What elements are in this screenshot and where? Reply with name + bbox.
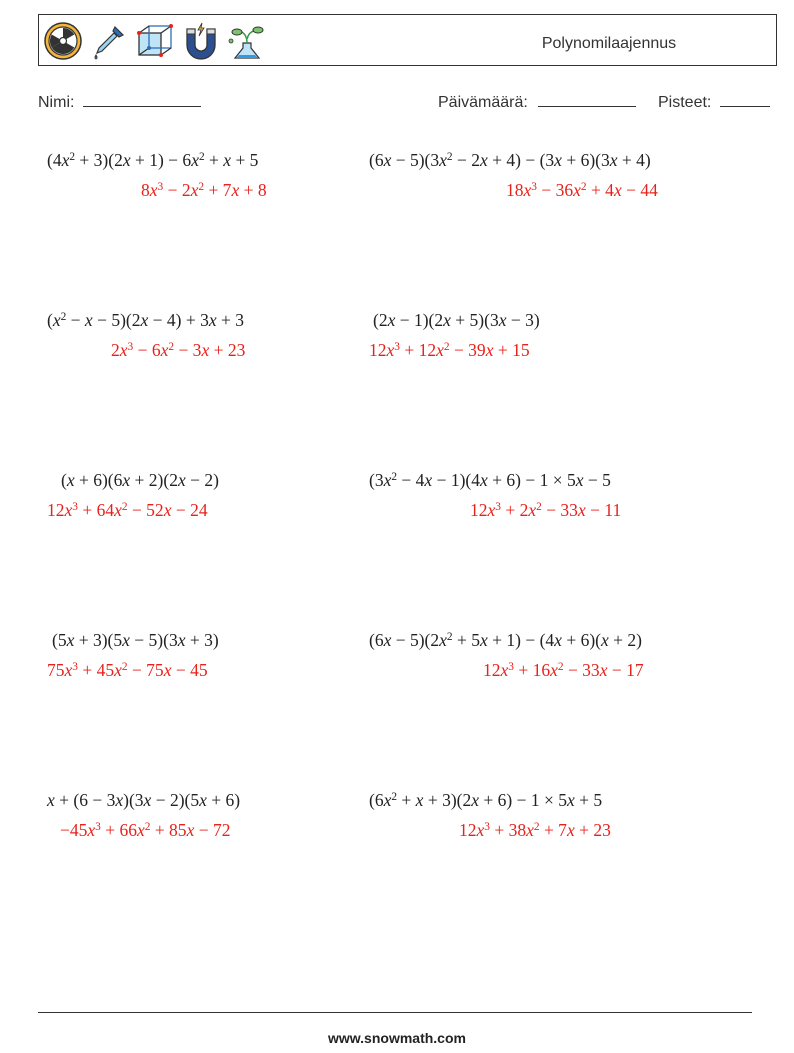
expr-text: + 3)(2	[423, 790, 472, 810]
expr-text: + 15	[493, 340, 530, 360]
variable-x: x	[122, 470, 131, 490]
score-field[interactable]	[658, 92, 770, 112]
variable-x: x	[115, 790, 124, 810]
variable-x: x	[485, 340, 494, 360]
problem-question	[61, 470, 219, 491]
exponent: 3	[157, 180, 164, 193]
problem-answer	[483, 660, 644, 681]
name-label: Nimi:	[38, 94, 75, 111]
name-field[interactable]	[38, 92, 201, 112]
variable-x: x	[201, 340, 210, 360]
variable-x: x	[122, 630, 130, 650]
expr-text: − 1)(4	[432, 470, 480, 490]
exponent: 3	[508, 660, 514, 673]
variable-x: x	[119, 340, 128, 360]
variable-x: x	[383, 630, 392, 650]
expr-text: + 45	[77, 660, 115, 680]
exponent: 3	[495, 500, 501, 513]
expr-text: + 6)(3	[561, 150, 610, 170]
variable-x: x	[387, 310, 396, 330]
expr-text: (5	[52, 630, 67, 650]
exponent: 2	[69, 150, 76, 163]
expr-text: + 6)(	[561, 630, 601, 650]
expr-text: 2	[111, 340, 120, 360]
expr-text: − 4) + 3	[148, 310, 209, 330]
problem-question	[369, 630, 642, 651]
worksheet-title: Polynomilaajennus	[541, 35, 677, 52]
exponent: 3	[484, 820, 490, 833]
expr-text: − 3)	[506, 310, 540, 330]
variable-x: x	[476, 820, 485, 840]
expr-text: + 8	[239, 180, 267, 200]
expr-text: − 2)	[185, 470, 219, 490]
expr-text: + 23	[209, 340, 246, 360]
expr-text: − 52	[127, 500, 164, 520]
exponent: 3	[394, 340, 400, 353]
expr-text: + 4)	[617, 150, 651, 170]
problem-answer	[141, 180, 267, 201]
variable-x: x	[424, 470, 433, 490]
variable-x: x	[208, 310, 217, 330]
problem-answer	[60, 820, 230, 841]
problem-question	[47, 790, 240, 811]
expr-text: + 5	[574, 790, 603, 810]
variable-x: x	[122, 150, 131, 170]
problem-answer	[111, 340, 245, 361]
expr-text: (6	[369, 150, 384, 170]
expr-text: + 6) − 1 × 5	[487, 470, 576, 490]
variable-x: x	[47, 790, 55, 810]
variable-x: x	[573, 180, 581, 200]
variable-x: x	[498, 310, 507, 330]
expr-text: + 4	[586, 180, 614, 200]
problem-answer	[47, 660, 208, 681]
expr-text: − 2	[163, 180, 191, 200]
expr-text: 12	[47, 500, 65, 520]
exponent: 2	[391, 790, 398, 803]
exponent: 2	[391, 470, 398, 483]
variable-x: x	[223, 150, 232, 170]
variable-x: x	[554, 150, 562, 170]
expr-text: + 5	[231, 150, 259, 170]
problem-question	[47, 310, 244, 331]
expr-text: + 38	[489, 820, 527, 840]
variable-x: x	[613, 180, 622, 200]
expr-text: + 2)	[608, 630, 642, 650]
variable-x: x	[87, 820, 96, 840]
expr-text: + 2	[500, 500, 529, 520]
exponent: 2	[198, 180, 205, 193]
expr-text: + 3)(2	[75, 150, 123, 170]
variable-x: x	[383, 790, 392, 810]
exponent: 2	[121, 500, 128, 513]
exponent: 3	[127, 340, 134, 353]
variable-x: x	[471, 790, 480, 810]
expr-text: + 5	[452, 630, 480, 650]
name-blank[interactable]	[83, 92, 201, 107]
variable-x: x	[554, 630, 562, 650]
radiation-icon	[43, 21, 83, 61]
variable-x: x	[443, 310, 451, 330]
problem-answer	[506, 180, 658, 201]
exponent: 3	[531, 180, 537, 193]
expr-text: 12	[483, 660, 501, 680]
expr-text: − 39	[449, 340, 486, 360]
expr-text: + 3)(5	[74, 630, 123, 650]
footer-divider	[38, 1012, 752, 1013]
expr-text: + 1) − (4	[487, 630, 555, 650]
expr-text: (6	[369, 790, 384, 810]
variable-x: x	[136, 820, 145, 840]
expr-text: − 44	[621, 180, 658, 200]
expr-text: + 7	[539, 820, 567, 840]
expr-text: − 5)(2	[92, 310, 141, 330]
expr-text: − 2	[452, 150, 480, 170]
expr-text: + 6) − 1 × 5	[479, 790, 567, 810]
variable-x: x	[500, 660, 509, 680]
expr-text: − 11	[585, 500, 622, 520]
variable-x: x	[61, 150, 70, 170]
variable-x: x	[149, 180, 158, 200]
problem-answer	[459, 820, 611, 841]
expr-text: − 45	[171, 660, 208, 680]
variable-x: x	[64, 660, 73, 680]
exponent: 2	[446, 150, 453, 163]
exponent: 2	[580, 180, 587, 193]
expr-text: −	[66, 310, 85, 330]
variable-x: x	[66, 470, 75, 490]
expr-text: 18	[506, 180, 524, 200]
expr-text: 12	[470, 500, 488, 520]
variable-x: x	[609, 150, 618, 170]
expr-text: + 2)(2	[130, 470, 178, 490]
expr-text: 8	[141, 180, 150, 200]
variable-x: x	[526, 820, 534, 840]
magnet-icon	[181, 21, 221, 61]
expr-text: (	[47, 310, 53, 330]
problem-question	[369, 470, 611, 491]
exponent: 2	[533, 820, 540, 833]
expr-text: + 64	[77, 500, 115, 520]
expr-text: (	[61, 470, 67, 490]
variable-x: x	[566, 790, 575, 810]
variable-x: x	[415, 790, 424, 810]
expr-text: (4	[47, 150, 62, 170]
variable-x: x	[386, 340, 395, 360]
worksheet-header	[38, 14, 777, 66]
problem-question	[52, 630, 219, 651]
expr-text: +	[397, 790, 416, 810]
exponent: 2	[443, 340, 450, 353]
expr-text: +	[204, 150, 224, 170]
expr-text: + 7	[204, 180, 232, 200]
problem-question	[369, 150, 651, 171]
score-blank[interactable]	[720, 92, 770, 107]
pipette-icon	[89, 21, 129, 61]
variable-x: x	[177, 630, 186, 650]
expr-text: − 4	[397, 470, 425, 490]
problem-question	[373, 310, 540, 331]
expr-text: (2	[373, 310, 388, 330]
variable-x: x	[160, 340, 169, 360]
expr-text: − 36	[536, 180, 574, 200]
expr-text: + 16	[513, 660, 551, 680]
expr-text: − 33	[541, 500, 578, 520]
variable-x: x	[84, 310, 93, 330]
plant-flask-icon	[227, 21, 267, 61]
expr-text: + 12	[399, 340, 437, 360]
expr-text: − 72	[194, 820, 231, 840]
expr-text: − 5	[583, 470, 611, 490]
variable-x: x	[479, 150, 488, 170]
expr-text: − 1)(2	[395, 310, 444, 330]
exponent: 2	[60, 310, 67, 323]
exponent: 3	[72, 660, 78, 673]
expr-text: + 6)	[206, 790, 241, 810]
variable-x: x	[577, 500, 586, 520]
variable-x: x	[523, 180, 532, 200]
variable-x: x	[566, 820, 575, 840]
exponent: 3	[72, 500, 78, 513]
expr-text: − 5)(3	[391, 150, 440, 170]
score-label: Pisteet:	[658, 94, 712, 111]
variable-x: x	[479, 630, 488, 650]
variable-x: x	[66, 630, 75, 650]
variable-x: x	[487, 500, 496, 520]
variable-x: x	[439, 150, 447, 170]
variable-x: x	[52, 310, 61, 330]
variable-x: x	[600, 630, 609, 650]
variable-x: x	[140, 310, 149, 330]
expr-text: + 5)(3	[450, 310, 499, 330]
expr-text: + (6 − 3	[54, 790, 116, 810]
expr-text: 75	[47, 660, 65, 680]
expr-text: 12	[369, 340, 387, 360]
expr-text: − 2)(5	[151, 790, 200, 810]
variable-x: x	[191, 150, 199, 170]
problem-question	[47, 150, 258, 171]
expr-text: + 3)	[185, 630, 219, 650]
variable-x: x	[575, 470, 584, 490]
variable-x: x	[186, 820, 195, 840]
expr-text: 12	[459, 820, 477, 840]
variable-x: x	[199, 790, 207, 810]
date-label: Päivämäärä:	[438, 94, 528, 111]
problem-answer	[470, 500, 621, 521]
expr-text: + 6)(6	[74, 470, 123, 490]
variable-x: x	[550, 660, 558, 680]
expr-text: + 4) − (3	[487, 150, 555, 170]
variable-x: x	[143, 790, 152, 810]
exponent: 2	[168, 340, 175, 353]
variable-x: x	[479, 470, 488, 490]
expr-text: + 23	[574, 820, 611, 840]
variable-x: x	[439, 630, 447, 650]
expr-text: (6	[369, 630, 384, 650]
cube-icon	[135, 21, 175, 61]
footer-website: www.snowmath.com	[328, 1030, 466, 1046]
expr-text: − 75	[127, 660, 164, 680]
exponent: 2	[121, 660, 128, 673]
expr-text: − 3	[174, 340, 202, 360]
variable-x: x	[436, 340, 444, 360]
variable-x: x	[64, 500, 73, 520]
variable-x: x	[231, 180, 240, 200]
variable-x: x	[190, 180, 199, 200]
variable-x: x	[163, 500, 172, 520]
date-blank[interactable]	[538, 92, 636, 107]
exponent: 2	[144, 820, 151, 833]
expr-text: −45	[60, 820, 88, 840]
exponent: 2	[557, 660, 564, 673]
expr-text: − 33	[563, 660, 600, 680]
expr-text: − 17	[607, 660, 644, 680]
exponent: 2	[446, 630, 453, 643]
expr-text: − 24	[171, 500, 208, 520]
exponent: 2	[536, 500, 542, 513]
variable-x: x	[383, 470, 392, 490]
expr-text: )(3	[123, 790, 144, 810]
exponent: 3	[95, 820, 101, 833]
variable-x: x	[599, 660, 608, 680]
expr-text: − 5)(3	[129, 630, 178, 650]
variable-x: x	[114, 500, 122, 520]
expr-text: (3	[369, 470, 384, 490]
variable-x: x	[383, 150, 392, 170]
problem-answer	[47, 500, 208, 521]
variable-x: x	[528, 500, 537, 520]
problem-question	[369, 790, 602, 811]
header-icons	[43, 21, 267, 61]
variable-x: x	[177, 470, 186, 490]
exponent: 2	[198, 150, 205, 163]
problem-answer	[369, 340, 530, 361]
variable-x: x	[163, 660, 172, 680]
expr-text: + 66	[100, 820, 137, 840]
date-field[interactable]	[438, 92, 636, 112]
expr-text: + 3	[216, 310, 244, 330]
variable-x: x	[114, 660, 122, 680]
expr-text: − 5)(2	[391, 630, 440, 650]
expr-text: + 85	[150, 820, 187, 840]
expr-text: − 6	[133, 340, 161, 360]
expr-text: + 1) − 6	[130, 150, 192, 170]
